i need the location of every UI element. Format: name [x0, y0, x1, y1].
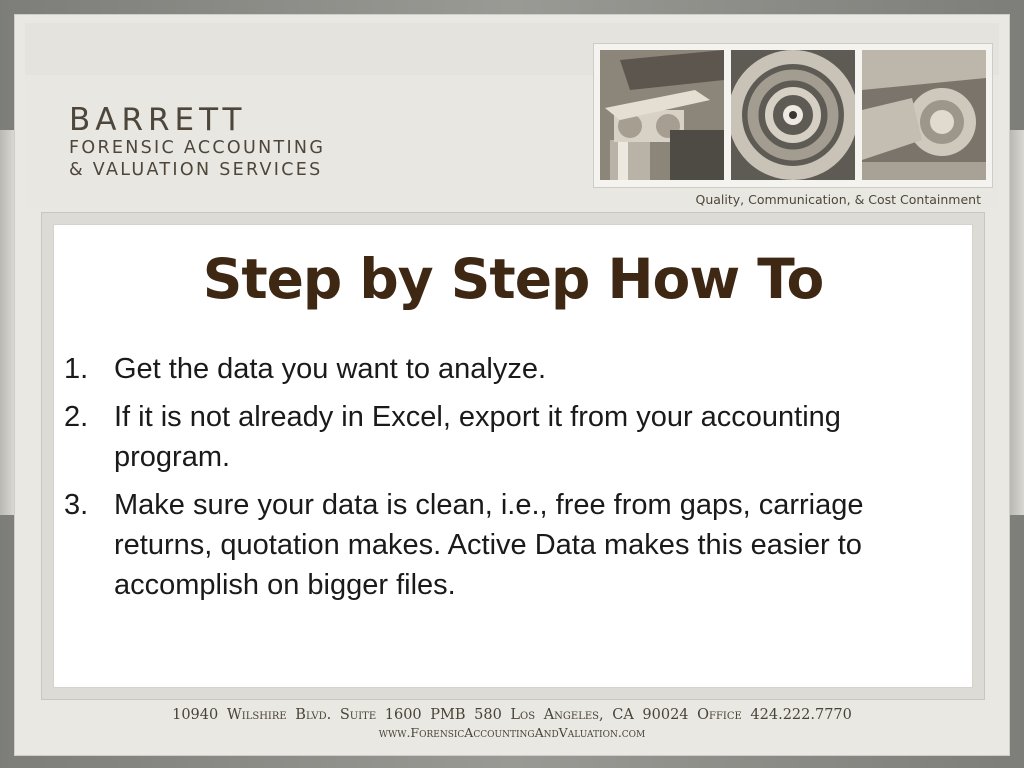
column-capital-photo	[600, 50, 724, 180]
company-line-1: FORENSIC ACCOUNTING	[69, 138, 326, 158]
content-card	[53, 224, 973, 688]
step-text: If it is not already in Excel, export it from your accounting program.	[114, 401, 841, 473]
photo-strip	[593, 43, 993, 188]
company-name: BARRETT	[69, 102, 247, 138]
list-item	[64, 349, 944, 389]
content-panel	[41, 212, 985, 700]
list-item	[64, 485, 944, 605]
slide-title: Step by Step How To	[202, 247, 824, 311]
list-item	[64, 397, 944, 477]
header	[25, 23, 999, 208]
footer-url[interactable]: www.ForensicAccountingAndValuation.com	[378, 725, 646, 740]
steps-list	[64, 349, 944, 613]
company-logo	[69, 103, 325, 181]
step-number: 1.	[64, 353, 89, 385]
scroll-ornament-photo	[862, 50, 986, 180]
spiral-staircase-photo	[731, 50, 855, 180]
step-number: 3.	[64, 489, 89, 521]
frame-edge-right	[1010, 130, 1024, 515]
slide	[14, 14, 1010, 756]
tagline: Quality, Communication, & Cost Containment	[695, 192, 981, 207]
footer	[15, 707, 1009, 740]
step-text: Get the data you want to analyze.	[114, 353, 547, 385]
step-text: Make sure your data is clean, i.e., free from gaps, carriage returns, quotation makes. Active Data makes this easier to accomplish on bigger files.	[114, 489, 864, 601]
company-line-2: & VALUATION SERVICES	[69, 160, 323, 180]
footer-address: 10940 Wilshire Blvd. Suite 1600 PMB 580 Los Angeles, CA 90024 Office 424.222.7770	[172, 707, 852, 723]
frame-edge-left	[0, 130, 14, 515]
step-number: 2.	[64, 401, 89, 433]
